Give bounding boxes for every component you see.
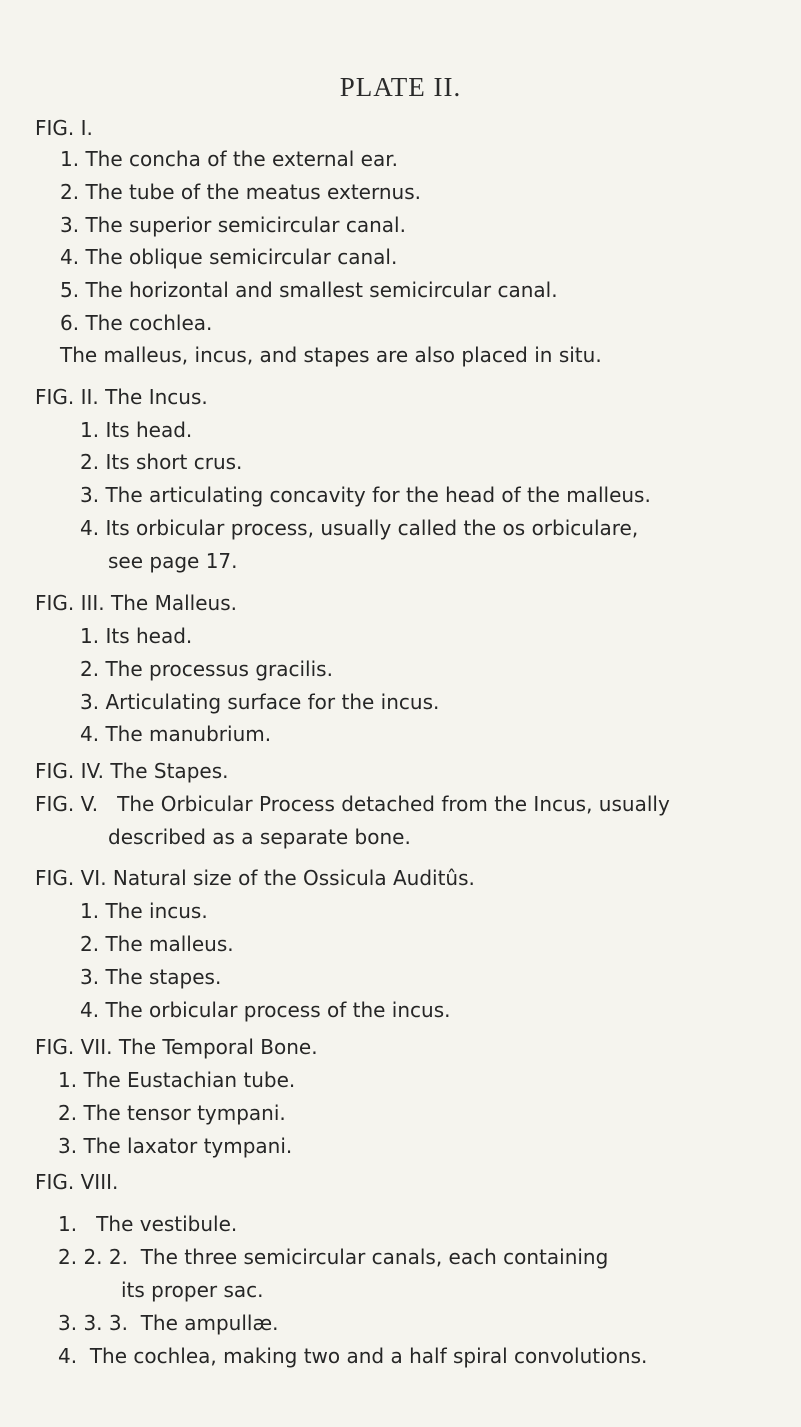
plate-title: PLATE II. (339, 72, 462, 102)
fig-7-item-3: 3. The laxator tympani. (58, 1134, 293, 1158)
fig-1-note: The malleus, incus, and stapes are also placed in situ. (60, 343, 602, 367)
fig-8-item-1: 1. The vestibule. (58, 1212, 238, 1236)
fig-3-label: FIG. III. The Malleus. (35, 591, 237, 615)
fig-1-item-2: 2. The tube of the meatus externus. (60, 180, 421, 204)
fig-8-item-3: 3. 3. 3. The ampullæ. (58, 1311, 279, 1335)
fig-6-item-1: 1. The incus. (80, 899, 208, 923)
fig-7-label: FIG. VII. The Temporal Bone. (35, 1035, 318, 1059)
fig-5-caption-cont: described as a separate bone. (108, 825, 411, 849)
fig-2-item-3: 3. The articulating concavity for the head of the malleus. (80, 483, 651, 507)
fig-2-item-4: 4. Its orbicular process, usually called the os orbiculare, (80, 516, 639, 540)
fig-3-item-1: 1. Its head. (80, 624, 193, 648)
fig-7-item-2: 2. The tensor tympani. (58, 1101, 286, 1125)
fig-8-item-2-cont: its proper sac. (121, 1278, 264, 1302)
fig-8-label: FIG. VIII. (35, 1170, 119, 1194)
fig-2-item-2: 2. Its short crus. (80, 450, 243, 474)
fig-6-item-2: 2. The malleus. (80, 932, 234, 956)
fig-1-label: FIG. I. (35, 116, 93, 140)
fig-6-item-4: 4. The orbicular process of the incus. (80, 998, 451, 1022)
fig-6-label: FIG. VI. Natural size of the Ossicula Auditûs. (35, 866, 475, 890)
fig-2-label: FIG. II. The Incus. (35, 385, 208, 409)
fig-5-label: FIG. V. The Orbicular Process detached from the Incus, usually (35, 792, 670, 816)
fig-2-item-1: 1. Its head. (80, 418, 193, 442)
fig-2-continuation: see page 17. (108, 549, 238, 573)
fig-1-item-3: 3. The superior semicircular canal. (60, 213, 406, 237)
fig-3-item-4: 4. The manubrium. (80, 722, 272, 746)
fig-1-item-5: 5. The horizontal and smallest semicircular canal. (60, 278, 558, 302)
fig-3-item-2: 2. The processus gracilis. (80, 657, 333, 681)
fig-8-item-2: 2. 2. 2. The three semicircular canals, each containing (58, 1245, 609, 1269)
fig-1-item-6: 6. The cochlea. (60, 311, 213, 335)
fig-8-item-4: 4. The cochlea, making two and a half spiral convolutions. (58, 1344, 648, 1368)
fig-4-label: FIG. IV. The Stapes. (35, 759, 229, 783)
fig-7-item-1: 1. The Eustachian tube. (58, 1068, 296, 1092)
fig-1-item-4: 4. The oblique semicircular canal. (60, 245, 398, 269)
fig-3-item-3: 3. Articulating surface for the incus. (80, 690, 440, 714)
fig-6-item-3: 3. The stapes. (80, 965, 222, 989)
fig-1-item-1: 1. The concha of the external ear. (60, 147, 398, 171)
